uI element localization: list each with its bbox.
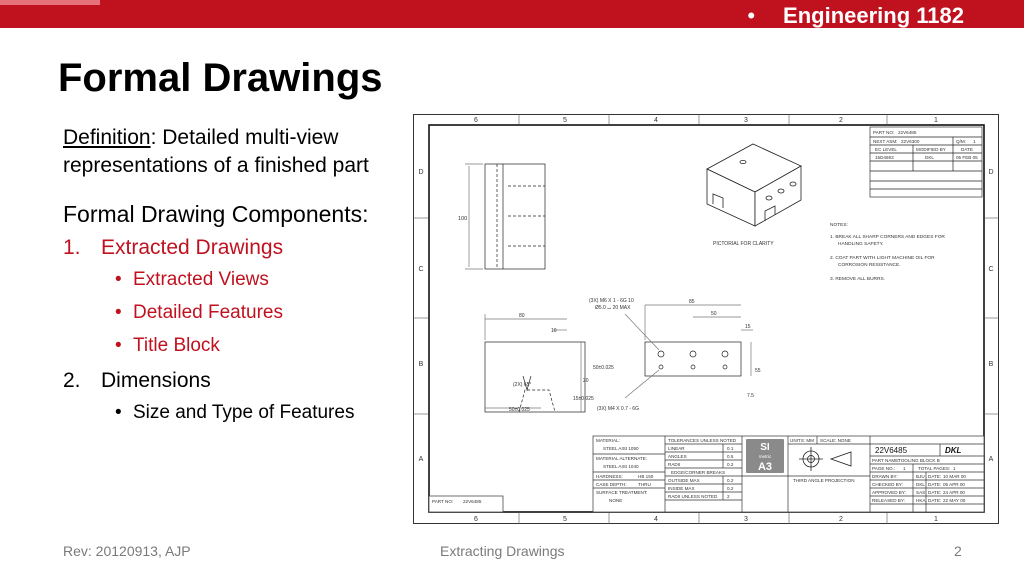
list-item-2 (63, 367, 408, 395)
dkl-logo: DKL (945, 446, 962, 455)
tb-edge-name: OUTSIDE MAX (668, 478, 700, 483)
rev-part-no-label: PART NO: (873, 130, 895, 135)
tb-signoff-date-label: DATE: (928, 498, 942, 503)
tb-signoff-date: 10 MAR 00 (943, 474, 966, 479)
definition (63, 124, 408, 180)
dim-80: 80 (519, 313, 525, 319)
tb-name-label: PART NAME: (872, 458, 900, 463)
sub-item: • Detailed Features (115, 302, 283, 323)
rev-qty: 1 (973, 139, 976, 144)
si-label: SI (760, 442, 770, 453)
tb-edge-title: EDGE/CORNER BREAKS (671, 470, 726, 475)
zone-top: 4 (654, 117, 658, 124)
metric-label: metric (758, 454, 772, 459)
components-heading: Formal Drawing Components: (63, 201, 369, 227)
dim-50-tol: 50±0.025 (593, 365, 614, 371)
zone-bottom: 2 (839, 516, 843, 523)
zone-bottom: 1 (934, 516, 938, 523)
tb-page-label: PAGE NO.: (872, 466, 896, 471)
tb-edge-name: RADII UNLESS NOTED (668, 494, 718, 499)
list-item-1 (63, 234, 408, 262)
list-number: 2. (63, 369, 81, 392)
rev-qty-label: Q/M: (956, 139, 966, 144)
tb-signoff-label: RELEASED BY: (872, 498, 905, 503)
tb-case: THRU (638, 482, 651, 487)
zone-side: C (418, 266, 424, 273)
footer-topic: Extracting Drawings (440, 543, 565, 559)
tb-material-label: MATERIAL: (596, 438, 620, 443)
note-line: HANDLING SAFETY. (838, 242, 884, 247)
si-stamp (746, 439, 784, 473)
zone-bottom: 5 (563, 516, 567, 523)
tb-alt-label: MATERIAL ALTERNATE: (596, 456, 648, 461)
tb-projection: THIRD ANGLE PROJECTION (793, 478, 855, 483)
zone-bottom: 4 (654, 516, 658, 523)
tb-left-part-label: PART NO: (432, 499, 454, 504)
tb-tol-value: 0.1 (727, 446, 734, 451)
slide-content (63, 124, 408, 434)
zone-top: 1 (934, 117, 938, 124)
sub-item: • Extracted Views (115, 269, 269, 290)
course-name: Engineering 1182 (783, 3, 964, 28)
tb-left-part: 22V6485 (463, 499, 482, 504)
a3-label: A3 (757, 461, 773, 473)
tb-units: UNITS: MM (790, 438, 814, 443)
tb-alt: STEEL AISI 1040 (603, 464, 639, 469)
tb-tol-value: 0.2 (727, 462, 734, 467)
tb-tol-name: ANGLES (668, 454, 687, 459)
tb-case-label: CASE DEPTH: (596, 482, 627, 487)
thread-callout: (3X) M6 X 1 - 6G 10 (589, 298, 634, 304)
note-line: CORROSION RESISTANCE. (838, 263, 901, 268)
course-bullet: • (747, 3, 756, 28)
dim-angle: (2X) 65° (513, 382, 532, 388)
zone-side: C (988, 266, 994, 273)
dim-55: 55 (755, 368, 761, 374)
tb-signoff-label: APPROVED BY: (872, 490, 906, 495)
thread-callout-2: (3X) M4 X 0.7 - 6G (597, 406, 639, 412)
tb-number: 22V6485 (875, 446, 908, 455)
zone-side: B (418, 361, 424, 368)
zone-top: 5 (563, 117, 567, 124)
tb-tol-name: LINEAR (668, 446, 685, 451)
dim-85: 85 (689, 299, 695, 305)
zone-top: 3 (744, 117, 748, 124)
sub-item-label: Title Block (133, 335, 220, 356)
tb-total-label: TOTAL PAGES: (918, 466, 951, 471)
tb-hard-label: HARDNESS: (596, 474, 623, 479)
zone-side: A (418, 456, 424, 463)
tb-signoff-date: 22 MAY 00 (943, 498, 966, 503)
notes-title: NOTES: (830, 223, 848, 228)
rev-ec: 15D4693 (875, 155, 894, 160)
dim-10: 10 (551, 328, 557, 334)
zone-side: D (418, 169, 424, 176)
rev-next-asm: 22V6300 (901, 139, 920, 144)
tb-signoff-name: SAS (916, 490, 926, 495)
tb-tol-name: RADII (668, 462, 681, 467)
zone-side: B (988, 361, 994, 368)
dim-20: 20 (583, 378, 589, 384)
course-label (747, 3, 964, 29)
sub-item: • Size and Type of Features (115, 402, 355, 423)
header-accent (0, 0, 100, 5)
dim-50b-tol: 50±0.025 (509, 407, 530, 413)
tb-signoff-date: 24 APR 00 (943, 490, 965, 495)
note-line: 3. REMOVE ALL BURRS. (830, 277, 886, 282)
sub-item: • Title Block (115, 335, 220, 356)
tb-signoff-date-label: DATE: (928, 490, 942, 495)
tb-total: 1 (953, 466, 956, 471)
tb-tol-value: 0.5 (727, 454, 734, 459)
tb-signoff-date-label: DATE: (928, 474, 942, 479)
tb-signoff-name: DKL (916, 482, 925, 487)
list-number: 1. (63, 236, 81, 259)
tb-tol-title: TOLERANCES UNLESS NOTED (668, 438, 737, 443)
note-line: 2. COAT PART WITH LIGHT MACHINE OIL FOR (830, 256, 935, 261)
dim-15-tol: 15±0.025 (573, 396, 594, 402)
sub-item-label: Extracted Views (133, 269, 269, 290)
rev-mod: DKL (925, 155, 934, 160)
zone-side: D (988, 169, 994, 176)
sub-item-label: Detailed Features (133, 302, 283, 323)
rev-date-label: DATE (961, 147, 973, 152)
definition-text: : Detailed multi-view representations of a finished part (63, 126, 369, 177)
dim-50: 50 (711, 311, 717, 317)
tb-scale: SCALE: NONE (820, 438, 851, 443)
tb-signoff-name: HKA (916, 498, 926, 503)
tb-edge-value: 2 (727, 494, 730, 499)
list-label: Dimensions (101, 369, 211, 392)
definition-term: Definition (63, 126, 151, 149)
tb-surf-label: SURFACE TREATMENT: (596, 490, 648, 495)
zone-top: 2 (839, 117, 843, 124)
dim-height: 100 (458, 216, 468, 222)
tb-signoff-label: CHECKED BY: (872, 482, 903, 487)
engineering-drawing (413, 114, 999, 524)
tb-edge-value: 0.2 (727, 478, 734, 483)
tb-edge-name: INSIDE MAX (668, 486, 695, 491)
header-bar (0, 0, 1024, 28)
footer-page-number: 2 (954, 543, 962, 559)
zone-bottom: 3 (744, 516, 748, 523)
sub-item-label: Size and Type of Features (133, 402, 355, 423)
footer-revision: Rev: 20120913, AJP (63, 543, 191, 559)
note-line: 1. BREAK ALL SHARP CORNERS AND EDGES FOR (830, 235, 945, 240)
tb-surf: NONE (609, 498, 623, 503)
dim-7-5: 7.5 (747, 393, 754, 399)
pictorial-label: PICTORIAL FOR CLARITY (713, 241, 774, 247)
list-label: Extracted Drawings (101, 236, 284, 259)
tb-hard: HB 150 (638, 474, 654, 479)
rev-part-no: 22V6485 (898, 130, 917, 135)
slide-title: Formal Drawings (58, 56, 383, 100)
rev-mod-label: MODIFIED BY (916, 147, 946, 152)
tb-edge-value: 0.2 (727, 486, 734, 491)
dim-15: 15 (745, 324, 751, 330)
rev-date: 05 FEB 05 (956, 155, 978, 160)
rev-ec-label: EC LEVEL (875, 147, 897, 152)
zone-bottom: 6 (474, 516, 478, 523)
tb-page: 1 (903, 466, 906, 471)
tb-signoff-date-label: DATE: (928, 482, 942, 487)
tb-signoff-label: DRAWN BY: (872, 474, 898, 479)
zone-side: A (988, 456, 994, 463)
rev-next-asm-label: NEXT ASM: (873, 139, 898, 144)
tb-name: TOOLING BLOCK B (898, 458, 940, 463)
tb-material: STEEL AISI 1050 (603, 446, 639, 451)
tb-signoff-name: BJU (916, 474, 925, 479)
zone-top: 6 (474, 117, 478, 124)
thread-callout-depth: Ø5.0 ⌴ 20 MAX (595, 305, 631, 311)
tb-signoff-date: 05 APR 00 (943, 482, 965, 487)
